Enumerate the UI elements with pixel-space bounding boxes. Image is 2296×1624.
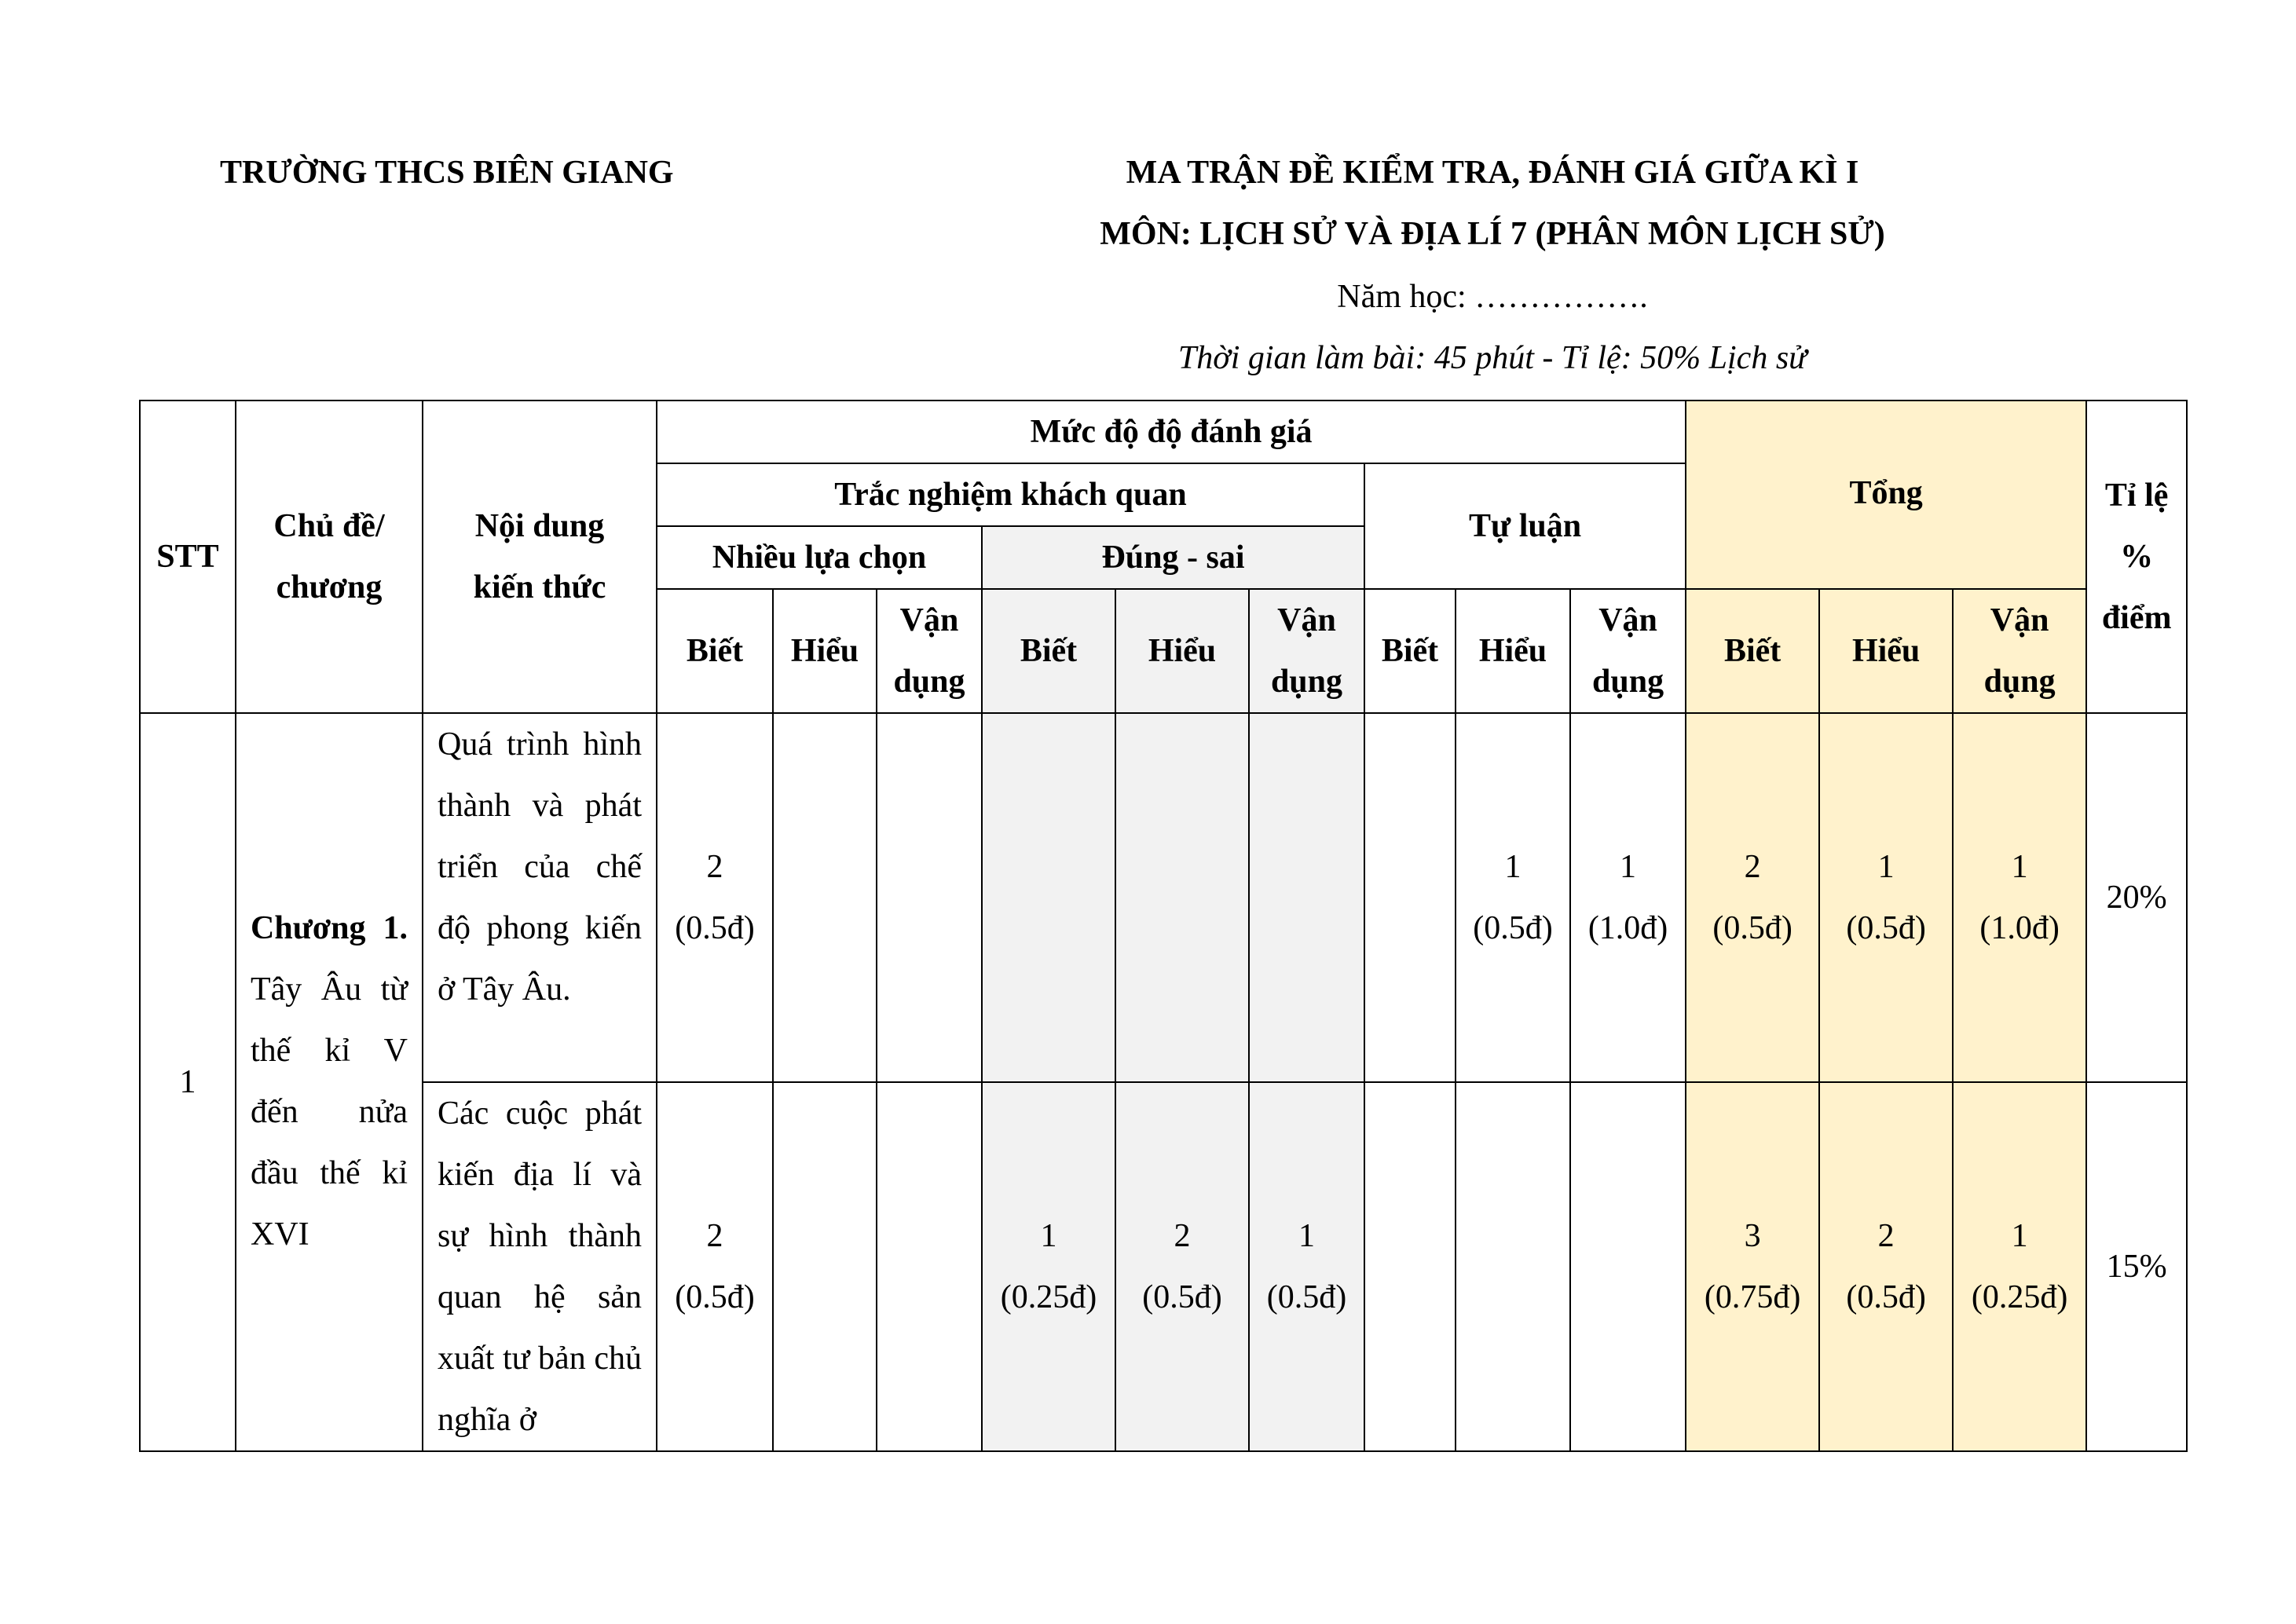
header-total-apply: Vận dụng [1953, 589, 2086, 713]
header-total: Tổng [1686, 401, 2086, 589]
essay-apply-cell [1570, 1082, 1686, 1451]
stt-cell: 1 [140, 713, 236, 1451]
tf-apply-cell [1249, 713, 1364, 1082]
tf-know-cell: 1 (0.25đ) [982, 1082, 1115, 1451]
essay-know-cell [1364, 1082, 1456, 1451]
total-know-cell: 3 (0.75đ) [1686, 1082, 1819, 1451]
tf-know-cell [982, 713, 1115, 1082]
header-mc-know: Biết [657, 589, 773, 713]
content-cell: Các cuộc phát kiến địa lí và sự hình thành quan hệ sản xuất tư bản chủ nghĩa ở [423, 1082, 657, 1451]
essay-understand-cell: 1 (0.5đ) [1456, 713, 1570, 1082]
header-essay-know: Biết [1364, 589, 1456, 713]
header-level: Mức độ độ đánh giá [657, 401, 1686, 463]
total-understand-cell: 1 (0.5đ) [1819, 713, 1953, 1082]
tf-understand-cell: 2 (0.5đ) [1115, 1082, 1249, 1451]
mc-apply-cell [877, 713, 982, 1082]
mc-know-cell: 2 (0.5đ) [657, 1082, 773, 1451]
total-understand-cell: 2 (0.5đ) [1819, 1082, 1953, 1451]
header-essay-apply: Vận dụng [1570, 589, 1686, 713]
ratio-cell: 15% [2086, 1082, 2187, 1451]
mc-understand-cell [773, 713, 877, 1082]
essay-know-cell [1364, 713, 1456, 1082]
header-total-know: Biết [1686, 589, 1819, 713]
mc-apply-cell [877, 1082, 982, 1451]
subject-title: MÔN: LỊCH SỬ VÀ ĐỊA LÍ 7 (PHÂN MÔN LỊCH SỬ) [1100, 216, 1885, 252]
header-tf-know: Biết [982, 589, 1115, 713]
header-ratio: Tỉ lệ % điểm [2086, 401, 2187, 713]
ratio-cell: 20% [2086, 713, 2187, 1082]
header-tf-understand: Hiểu [1115, 589, 1249, 713]
school-year: Năm học: ……………. [1337, 279, 1648, 315]
header-essay-understand: Hiểu [1456, 589, 1570, 713]
doc-title: MA TRẬN ĐỀ KIỂM TRA, ĐÁNH GIÁ GIỮA KÌ I [1126, 155, 1859, 191]
total-apply-cell: 1 (1.0đ) [1953, 713, 2086, 1082]
header-true-false: Đúng - sai [982, 526, 1364, 589]
mc-understand-cell [773, 1082, 877, 1451]
chapter-cell: Chương 1. Tây Âu từ thế kỉ V đến nửa đầu thế kỉ XVI [236, 713, 423, 1451]
mc-know-cell: 2 (0.5đ) [657, 713, 773, 1082]
header-tf-apply: Vận dụng [1249, 589, 1364, 713]
header-topic: Chủ đề/ chương [236, 401, 423, 713]
header-stt: STT [140, 401, 236, 713]
school-name: TRƯỜNG THCS BIÊN GIANG [220, 155, 674, 191]
time-ratio: Thời gian làm bài: 45 phút - Tỉ lệ: 50% Lịch sử [1177, 340, 1807, 376]
header-total-understand: Hiểu [1819, 589, 1953, 713]
header-mc-understand: Hiểu [773, 589, 877, 713]
total-know-cell: 2 (0.5đ) [1686, 713, 1819, 1082]
tf-understand-cell [1115, 713, 1249, 1082]
content-cell: Quá trình hình thành và phát triển của chế độ phong kiến ở Tây Âu. [423, 713, 657, 1082]
total-apply-cell: 1 (0.25đ) [1953, 1082, 2086, 1451]
header-content: Nội dung kiến thức [423, 401, 657, 713]
header-multiple-choice: Nhiều lựa chọn [657, 526, 982, 589]
header-tnkq: Trắc nghiệm khách quan [657, 463, 1364, 526]
header-essay: Tự luận [1364, 463, 1686, 589]
essay-understand-cell [1456, 1082, 1570, 1451]
header-mc-apply: Vận dụng [877, 589, 982, 713]
matrix-table [139, 400, 2188, 1452]
tf-apply-cell: 1 (0.5đ) [1249, 1082, 1364, 1451]
essay-apply-cell: 1 (1.0đ) [1570, 713, 1686, 1082]
